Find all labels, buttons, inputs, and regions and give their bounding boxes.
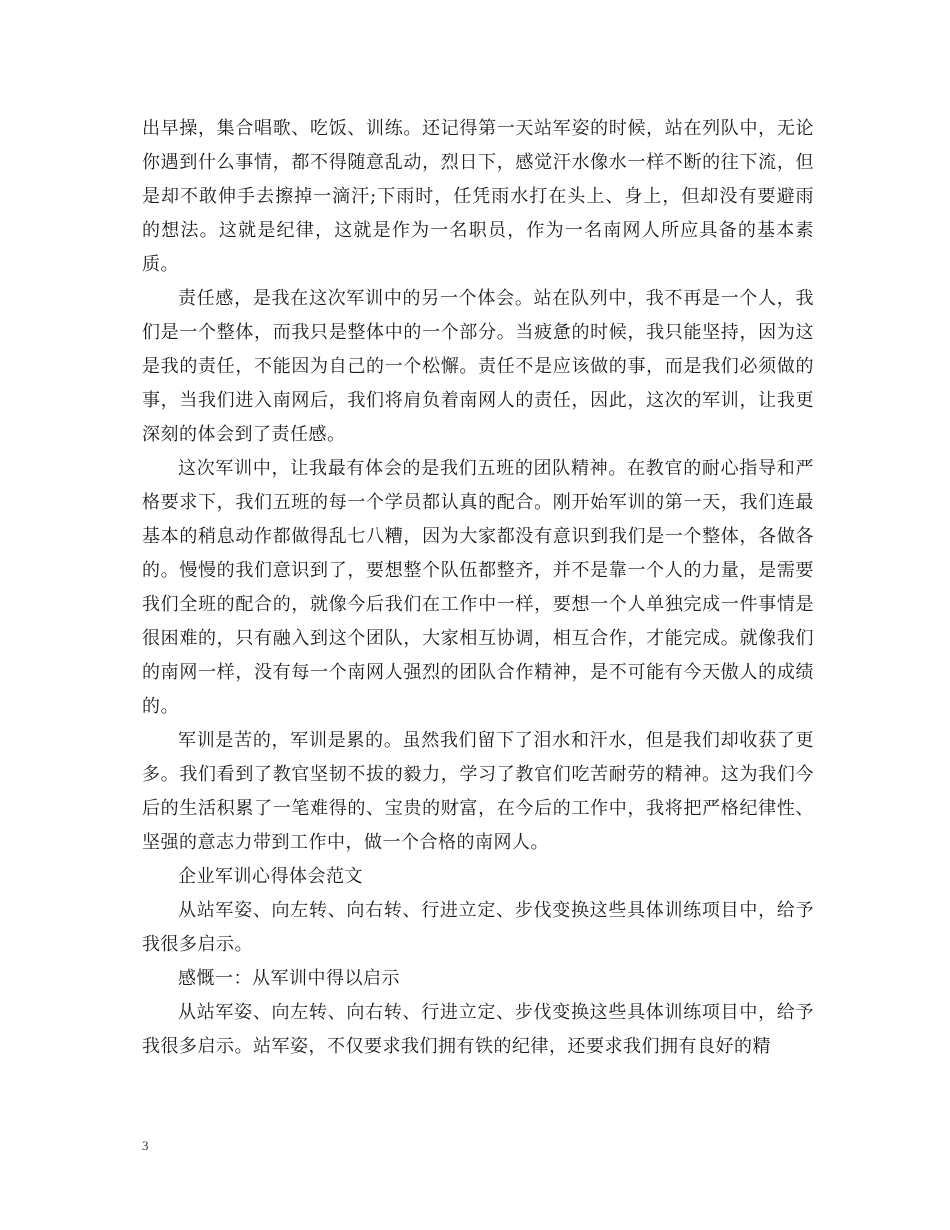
paragraph-4: 军训是苦的，军训是累的。虽然我们留下了泪水和汗水，但是我们却收获了更多。我们看到了教官坚韧不拔的毅力，学习了教官们吃苦耐劳的精神。这为我们今后的生活积累了一笔难得的、宝贵的财富，在今后的工作中，我将把严格纪律性、坚强的意志力带到工作中，做一个合格的南网人。 — [142, 730, 814, 853]
paragraph-5: 从站军姿、向左转、向右转、行进立定、步伐变换这些具体训练项目中，给予我很多启示。 — [142, 900, 814, 955]
subheading: 感慨一：从军训中得以启示 — [178, 968, 400, 989]
paragraph-2: 责任感，是我在这次军训中的另一个体会。站在队列中，我不再是一个人，我们是一个整体，而我只是整体中的一个部分。当疲惫的时候，我只能坚持，因为这是我的责任，不能因为自己的一个松懈。责任不是应该做的事，而是我们必须做的事，当我们进入南网后，我们将肩负着南网人的责任，因此，这次的军训，让我更深刻的体会到了责任感。 — [142, 288, 814, 445]
paragraph-3: 这次军训中，让我最有体会的是我们五班的团队精神。在教官的耐心指导和严格要求下，我们五班的每一个学员都认真的配合。刚开始军训的第一天，我们连最基本的稍息动作都做得乱七八糟，因为大家都没有意识到我们是一个整体，各做各的。慢慢的我们意识到了，要想整个队伍都整齐，并不是靠一个人的力量，是需要我们全班的配合的，就像今后我们在工作中一样，要想一个人单独完成一件事情是很困难的，只有融入到这个团队，大家相互协调，相互合作，才能完成。就像我们的南网一样，没有每一个南网人强烈的团队合作精神，是不可能有今天傲人的成绩的。 — [142, 458, 814, 717]
paragraph-1: 出早操，集合唱歌、吃饭、训练。还记得第一天站军姿的时候，站在列队中，无论你遇到什么事情，都不得随意乱动，烈日下，感觉汗水像水一样不断的往下流，但是却不敢伸手去擦掉一滴汗;下雨时，任凭雨水打在头上、身上，但却没有要避雨的想法。这就是纪律，这就是作为一名职员，作为一名南网人所应具备的基本素质。 — [142, 118, 814, 275]
section-heading: 企业军训心得体会范文 — [178, 866, 363, 887]
document-body — [142, 112, 814, 1064]
paragraph-6: 从站军姿、向左转、向右转、行进立定、步伐变换这些具体训练项目中，给予我很多启示。站军姿，不仅要求我们拥有铁的纪律，还要求我们拥有良好的精 — [142, 1002, 814, 1057]
page-number: 3 — [142, 1138, 149, 1153]
